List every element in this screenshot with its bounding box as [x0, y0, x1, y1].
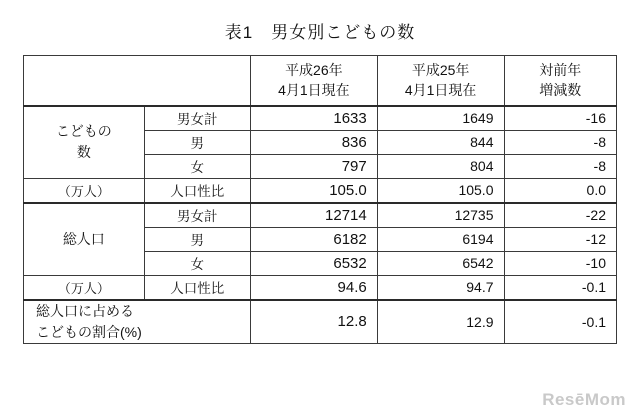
- cell-2013: 12735: [377, 203, 504, 228]
- table-footer-row: [24, 300, 617, 344]
- footer-label-line2: こどもの割合(%): [36, 323, 142, 340]
- cell-diff: -10: [504, 251, 617, 275]
- group-label-population-line1: 総人口: [62, 230, 105, 247]
- row-sublabel: 女: [144, 154, 250, 178]
- header-col-2013: [377, 56, 504, 106]
- group-unit-population: （万人）: [24, 275, 145, 300]
- cell-2014: 12714: [250, 203, 377, 228]
- row-sublabel: 男: [144, 227, 250, 251]
- cell-diff: -22: [504, 203, 617, 228]
- header-col-diff: [504, 56, 617, 106]
- page-title: 表1 男女別こどもの数: [224, 23, 416, 42]
- table-header-row: [24, 56, 617, 106]
- cell-2014: 6182: [250, 227, 377, 251]
- header-col-diff-line1: 対前年: [539, 62, 582, 78]
- group-label-population: [24, 203, 145, 276]
- header-col-2014: [250, 56, 377, 106]
- cell-2013: 1649: [377, 106, 504, 131]
- footer-label: [24, 300, 251, 344]
- cell-diff: 0.0: [504, 178, 617, 203]
- watermark: ResēMom: [542, 390, 626, 409]
- row-sublabel: 人口性比: [144, 275, 250, 300]
- header-col-2014-line2: 4月1日現在: [278, 82, 350, 99]
- cell-2013: 12.9: [377, 300, 504, 344]
- cell-2014: 1633: [250, 106, 377, 131]
- cell-diff: -12: [504, 227, 617, 251]
- row-sublabel: 人口性比: [144, 178, 250, 203]
- cell-diff: -0.1: [504, 275, 617, 300]
- cell-2014: 105.0: [250, 178, 377, 203]
- cell-2013: 804: [377, 154, 504, 178]
- cell-2013: 94.7: [377, 275, 504, 300]
- row-sublabel: 男女計: [144, 106, 250, 131]
- cell-diff: -8: [504, 130, 617, 154]
- cell-2014: 6532: [250, 251, 377, 275]
- group-label-children-line2: 数: [76, 144, 91, 161]
- cell-2013: 105.0: [377, 178, 504, 203]
- cell-2013: 6542: [377, 251, 504, 275]
- header-blank-cell: [24, 56, 251, 106]
- cell-2013: 844: [377, 130, 504, 154]
- children-by-gender-table: [23, 55, 617, 344]
- cell-2013: 6194: [377, 227, 504, 251]
- group-label-children: [24, 106, 145, 179]
- row-sublabel: 男女計: [144, 203, 250, 228]
- row-sublabel: 女: [144, 251, 250, 275]
- row-sublabel: 男: [144, 130, 250, 154]
- header-col-2013-line2: 4月1日現在: [404, 82, 477, 99]
- cell-diff: -16: [504, 106, 617, 131]
- cell-2014: 797: [250, 154, 377, 178]
- table-row: [24, 106, 617, 131]
- group-label-children-line1: こどもの: [55, 123, 112, 140]
- table-row: [24, 275, 617, 300]
- cell-diff: -8: [504, 154, 617, 178]
- cell-2014: 836: [250, 130, 377, 154]
- cell-2014: 94.6: [250, 275, 377, 300]
- footer-label-line1: 総人口に占める: [36, 302, 134, 319]
- header-col-2014-line1: 平成26年: [285, 62, 343, 78]
- cell-2014: 12.8: [250, 300, 377, 344]
- cell-diff: -0.1: [504, 300, 617, 344]
- table-row: [24, 203, 617, 228]
- table-row: [24, 178, 617, 203]
- header-col-2013-line1: 平成25年: [411, 62, 470, 78]
- group-unit-children: （万人）: [24, 178, 145, 203]
- header-col-diff-line2: 増減数: [539, 82, 582, 99]
